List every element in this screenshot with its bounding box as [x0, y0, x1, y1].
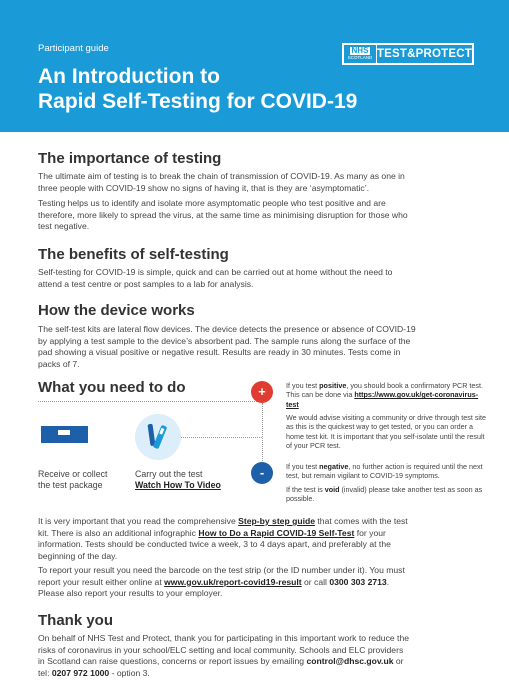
test-device-graphic: [135, 414, 181, 460]
watch-video-link[interactable]: Watch How To Video: [135, 480, 221, 490]
instructions-paragraph-2: To report your result you need the barcode on the test strip (or the ID number under it). You must report your result either online at www.gov.uk/report-covid19-result or call 0300 303 2713. Please also report your results to your employer.: [38, 565, 405, 598]
logo-text: TEST&PROTECT: [376, 48, 472, 60]
benefits-paragraph: Self-testing for COVID-19 is simple, quick and can be carried out at home without the need to attend a test centre or post samples to a lab for analysis.: [38, 267, 393, 289]
self-test-infographic-link[interactable]: How to Do a Rapid COVID-19 Self-Test: [198, 527, 355, 538]
device-paragraph: The self-test kits are lateral flow devices. The device detects the presence or absence of COVID-19 by applying a test sample to the device’s absorbent pad. The sample runs along the surface of the pad showing a visual positive or negative result. Results are ready in 30 minutes. Tests come in packs of 7.: [38, 324, 416, 369]
step-receive-caption: Receive or collect the test package: [38, 469, 108, 490]
positive-result-icon: +: [251, 381, 273, 403]
report-phone-number: 0300 303 2713: [329, 576, 387, 587]
document-kicker: Participant guide: [38, 43, 109, 54]
connector-line: [262, 403, 263, 463]
test-device-icon: [135, 414, 181, 460]
negative-result-icon: -: [251, 462, 273, 484]
connector-line: [180, 437, 262, 438]
heading-benefits: The benefits of self-testing: [38, 246, 229, 263]
thank-you-paragraph: On behalf of NHS Test and Protect, thank you for participating in this important work to reduce the risks of coronavirus in your school/ELC setting and local community. Schools and ELC providers in Scotland can raise questions, concerns or report issues by emailing control@dhsc.gov.uk or tel: 0207 972 1000 - option 3.: [38, 633, 409, 678]
importance-paragraph-2: Testing helps us to identify and isolate more asymptomatic people who test positive and are therefore, more likely to spread the virus, at the same time as minimising disruption for those who test negative.: [38, 198, 408, 231]
contact-phone: 0207 972 1000: [51, 667, 110, 678]
heading-device: How the device works: [38, 302, 195, 319]
nhs-scotland-logo: NHS SCOTLAND: [344, 45, 377, 63]
step-by-step-guide-link[interactable]: Step-by step guide: [238, 516, 316, 526]
heading-what-to-do: What you need to do: [38, 379, 186, 396]
contact-email: control@dhsc.gov.uk: [306, 656, 394, 666]
report-result-link[interactable]: www.gov.uk/report-covid19-result: [164, 576, 302, 587]
negative-result-text: If you test negative, no further action is required until the next test, but remain vigilant to COVID-19 symptoms.: [286, 462, 483, 481]
header-banner: [0, 0, 509, 132]
test-and-protect-logo: [342, 43, 474, 65]
step-test-caption: Carry out the test Watch How To Video: [135, 469, 221, 490]
heading-importance: The importance of testing: [38, 150, 222, 167]
void-result-text: If the test is void (invalid) please take another test as soon as possible.: [286, 485, 483, 504]
test-package-icon: [41, 426, 88, 443]
importance-paragraph-1: The ultimate aim of testing is to break the chain of transmission of COVID-19. As many as one in three people with COVID-19 show no signs of having it, that is they are ‘asymptomatic’.: [38, 171, 405, 193]
get-coronavirus-test-link[interactable]: https://www.gov.uk/get-coronavirus-test: [286, 390, 479, 409]
page-title: [38, 64, 357, 114]
positive-result-text: If you test positive, you should book a confirmatory PCR test. This can be done via https://www.gov.uk/get-coronavirus-test: [286, 381, 483, 409]
positive-advice-text: We would advise visiting a community or drive through test site as this is the quickest way to get tested, or you can order a home test kit. It is important that you self-isolate until the result of your PCR test.: [286, 413, 487, 451]
instructions-paragraph-1: It is very important that you read the comprehensive Step-by step guide that comes with the test kit. There is also an additional infographic How to Do a Rapid COVID-19 Self-Test for your information. Tests should be conducted twice a week, 3 to 4 days apart, and preferably at the beginning of the day.: [38, 516, 408, 561]
heading-thank-you: Thank you: [38, 612, 114, 629]
divider: [38, 401, 265, 402]
title-line-2: Rapid Self-Testing for COVID-19: [38, 90, 358, 113]
title-line-1: An Introduction to: [38, 65, 220, 88]
